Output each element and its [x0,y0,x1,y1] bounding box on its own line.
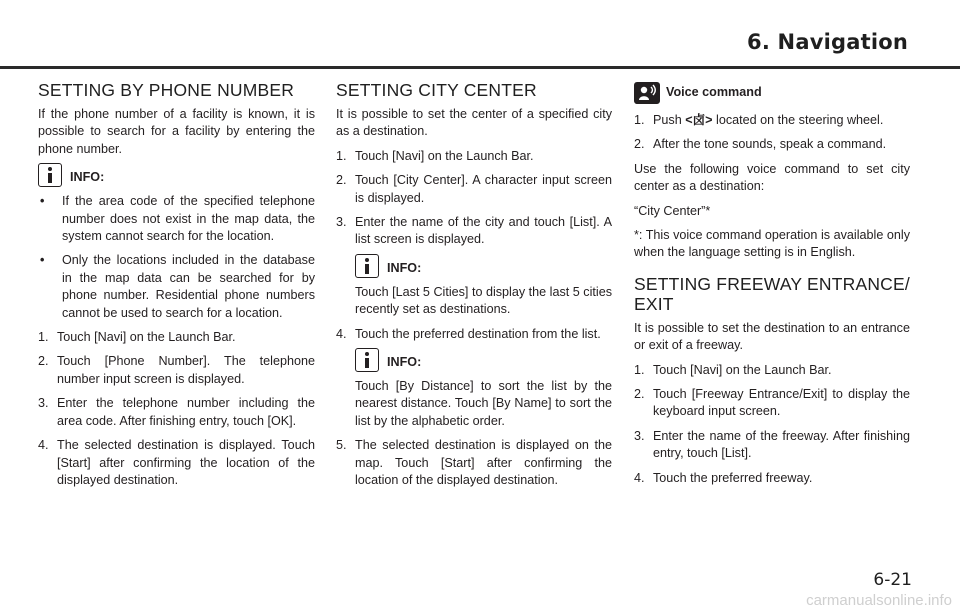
step-text: Touch the preferred freeway. [653,470,813,485]
voice-command-phrase: “City Center”* [634,203,711,218]
step-text-post: located on the steering wheel. [712,113,884,127]
step-text: Touch [Phone Number]. The telephone number input screen is displayed. [57,354,315,386]
step-text: Touch the preferred destination from the list. [355,326,601,341]
section-voice-and-freeway [634,82,910,494]
step-item [634,112,910,129]
step-item [336,326,612,343]
step-text: After the tone sounds, speak a command. [653,137,887,152]
step-number: 3. [336,215,347,230]
voice-command-icon [634,82,660,104]
info-label: INFO: [70,170,105,185]
step-number: 5. [336,438,347,453]
step-number: 1. [38,330,49,345]
step-item [634,136,910,153]
step-item [634,428,910,463]
step-item [336,172,612,207]
bullet-icon: • [40,253,45,268]
step-number: 3. [634,428,645,443]
chapter-title: 6. Navigation [747,30,908,54]
step-number: 2. [336,173,347,188]
info-icon [38,163,62,187]
header-rule [0,66,960,69]
info-note [38,169,315,187]
step-item [634,386,910,421]
voice-command-header [634,82,910,104]
voice-command-label: Voice command [666,85,762,100]
step-item [634,470,910,487]
info-label: INFO: [387,355,422,370]
section-heading: SETTING CITY CENTER [336,80,537,100]
watermark: carmanualsonline.info [806,592,952,609]
voice-usage-text: Use the following voice command to set city center as a destination: [634,161,910,194]
step-text: Touch [Navi] on the Launch Bar. [653,362,832,377]
section-intro: If the phone number of a facility is known, it is possible to search for a facility by entering the phone number. [38,107,315,156]
voice-footnote: *: This voice command operation is available only when the language setting is in English. [634,228,910,260]
bullet-text: Only the locations included in the database in the map data can be searched for by phone number. Residential phone numbers cannot be used to search for a location. [62,253,315,320]
step-item [336,437,612,489]
info-label: INFO: [387,260,422,275]
info-text: Touch [Last 5 Cities] to display the last 5 cities recently set as destinations. [355,284,612,317]
info-icon [355,348,379,372]
step-number: 2. [38,354,49,369]
step-item [38,353,315,388]
step-number: 1. [634,362,645,377]
step-number: 4. [336,326,347,341]
section-city-center [336,80,612,497]
bullet-item [38,193,315,245]
info-note [336,260,612,278]
step-item [38,395,315,430]
step-text: Touch [City Center]. A character input screen is displayed. [355,173,612,205]
bullet-item [38,252,315,322]
page-number: 6-21 [873,570,912,590]
step-text: Touch [Navi] on the Launch Bar. [57,330,236,345]
step-text: Enter the name of the freeway. After finishing entry, touch [List]. [653,428,910,461]
step-item [336,148,612,165]
step-text: Enter the name of the city and touch [List]. A list screen is displayed. [355,215,612,247]
step-number: 4. [38,438,49,453]
section-heading: SETTING FREEWAY ENTRANCE/ EXIT [634,273,910,314]
section-heading: SETTING BY PHONE NUMBER [38,80,295,100]
step-item [336,214,612,249]
step-item [38,437,315,489]
step-number: 1. [634,113,645,127]
step-number: 1. [336,148,347,163]
section-phone-number [38,80,315,496]
step-item [38,329,315,346]
step-number: 4. [634,470,645,485]
bullet-icon: • [40,194,45,209]
section-intro: It is possible to set the center of a specified city as a destination. [336,107,612,139]
step-number: 2. [634,387,645,402]
step-text: The selected destination is displayed. Touch [Start] after confirming the location of the displayed destination. [57,438,315,487]
step-number: 2. [634,137,645,152]
step-text: Touch [Navi] on the Launch Bar. [355,148,534,163]
step-text-pre: Push [653,113,686,127]
step-text [653,112,910,129]
info-text: Touch [By Distance] to sort the list by the nearest distance. Touch [By Name] to sort the list by the alphabetic order. [355,379,612,428]
step-text: The selected destination is displayed on the map. Touch [Start] after confirming the location of the displayed destination. [355,438,612,488]
section-intro: It is possible to set the destination to an entrance or exit of a freeway. [634,320,910,353]
step-item [634,362,910,379]
info-note [336,354,612,372]
step-number: 3. [38,396,49,411]
step-text: Touch [Freeway Entrance/Exit] to display the keyboard input screen. [653,387,910,419]
info-icon [355,254,379,278]
talk-switch-icon: <⻧> [685,113,713,127]
step-text: Enter the telephone number including the area code. After finishing entry, touch [OK]. [57,396,315,428]
bullet-text: If the area code of the specified telephone number does not exist in the map data, the system cannot search for the location. [62,194,315,244]
